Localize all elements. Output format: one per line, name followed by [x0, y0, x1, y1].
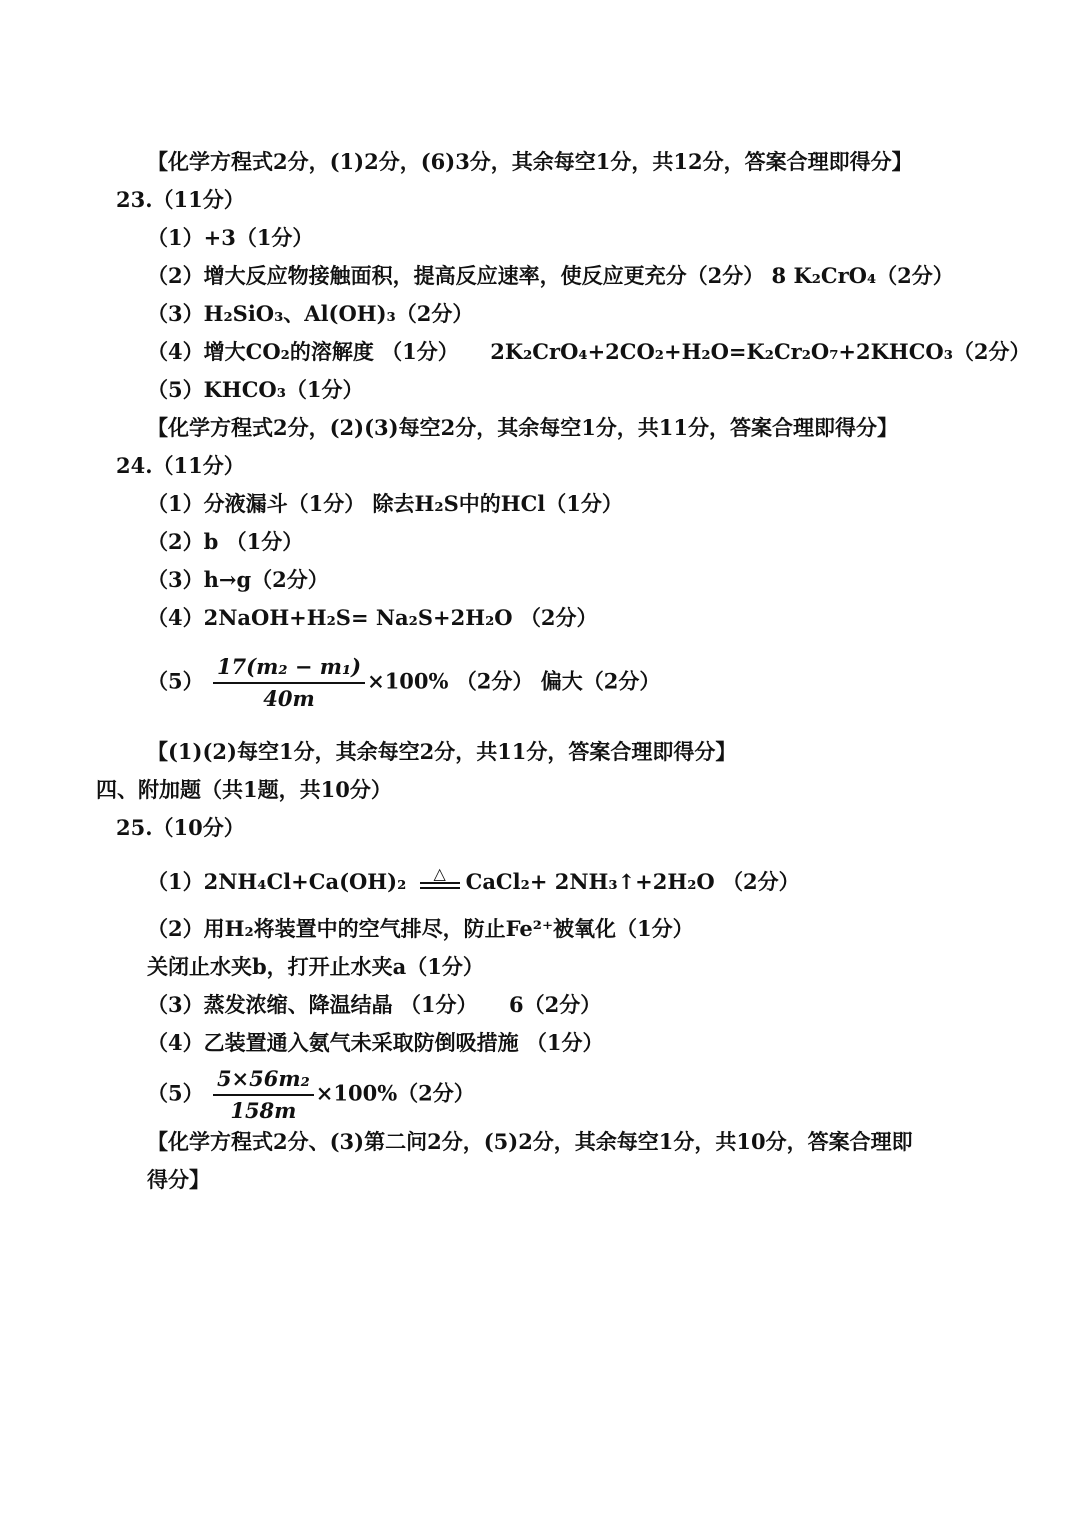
q25-5-label: （5） [147, 1080, 204, 1106]
q23-answer-1: （1）+3（1分） [147, 225, 314, 250]
scoring-note-23: 【化学方程式2分，(2)(3)每空2分，其余每空1分，共11分，答案合理即得分】 [147, 415, 899, 440]
q24-5-fraction [213, 652, 365, 714]
scoring-note-25-cont: 得分】 [147, 1167, 210, 1192]
heat-triangle-icon: △ [433, 864, 446, 883]
q23-answer-2: （2）增大反应物接触面积，提高反应速率，使反应更充分（2分） 8 K₂CrO₄（2分） [147, 263, 954, 288]
q25-1-label: （1） [147, 869, 204, 894]
question-23-heading: 23.（11分） [116, 187, 245, 212]
q25-5-numerator: 5×56m₂ [213, 1064, 314, 1096]
q24-5-numerator: 17(m₂ − m₁) [213, 652, 365, 684]
q25-answer-2: （2）用H₂将装置中的空气排尽，防止Fe²⁺被氧化（1分） [147, 916, 694, 941]
q24-5-label: （5） [147, 668, 204, 694]
q25-5-fraction [213, 1064, 314, 1126]
question-24-heading: 24.（11分） [116, 453, 245, 478]
q24-answer-2: （2）b （1分） [147, 529, 304, 554]
q25-answer-3: （3）蒸发浓缩、降温结晶 （1分） 6（2分） [147, 992, 602, 1017]
q25-answer-4: （4）乙装置通入氨气未采取防倒吸措施 （1分） [147, 1030, 604, 1055]
scoring-note-25: 【化学方程式2分、(3)第二问2分，(5)2分，其余每空1分，共10分，答案合理即 [147, 1129, 913, 1154]
scoring-note-22: 【化学方程式2分，(1)2分，(6)3分，其余每空1分，共12分，答案合理即得分】 [147, 149, 913, 174]
q25-answer-2b: 关闭止水夹b，打开止水夹a（1分） [147, 954, 484, 979]
q23-answer-5: （5）KHCO₃（1分） [147, 377, 364, 402]
section-4-heading: 四、附加题（共1题，共10分） [96, 777, 392, 802]
q25-answer-5 [147, 1064, 475, 1126]
q24-answer-5 [147, 652, 660, 714]
q25-5-denominator: 158m [230, 1098, 297, 1123]
q24-answer-3: （3）h→g（2分） [147, 567, 329, 592]
q24-5-denominator: 40m [263, 686, 315, 711]
q23-answer-4: （4）增大CO₂的溶解度 （1分） 2K₂CrO₄+2CO₂+H₂O=K₂Cr₂O₇+2KHCO₃（2分） [147, 339, 1031, 364]
scoring-note-24: 【(1)(2)每空1分，其余每空2分，共11分，答案合理即得分】 [147, 739, 737, 764]
heat-condition-sign [420, 866, 460, 889]
question-25-heading: 25.（10分） [116, 815, 245, 840]
q24-5-tail: ×100% （2分） 偏大（2分） [367, 668, 661, 694]
q25-answer-1 [147, 864, 800, 896]
q24-answer-4: （4）2NaOH+H₂S= Na₂S+2H₂O （2分） [147, 605, 598, 630]
q23-answer-3: （3）H₂SiO₃、Al(OH)₃（2分） [147, 301, 474, 326]
q24-answer-1: （1）分液漏斗（1分） 除去H₂S中的HCl（1分） [147, 491, 623, 516]
q25-1-reactants: 2NH₄Cl+Ca(OH)₂ [203, 869, 407, 894]
q25-1-products: CaCl₂+ 2NH₃↑+2H₂O （2分） [465, 869, 800, 894]
double-line-sign [420, 882, 460, 889]
q25-5-tail: ×100%（2分） [315, 1080, 475, 1106]
